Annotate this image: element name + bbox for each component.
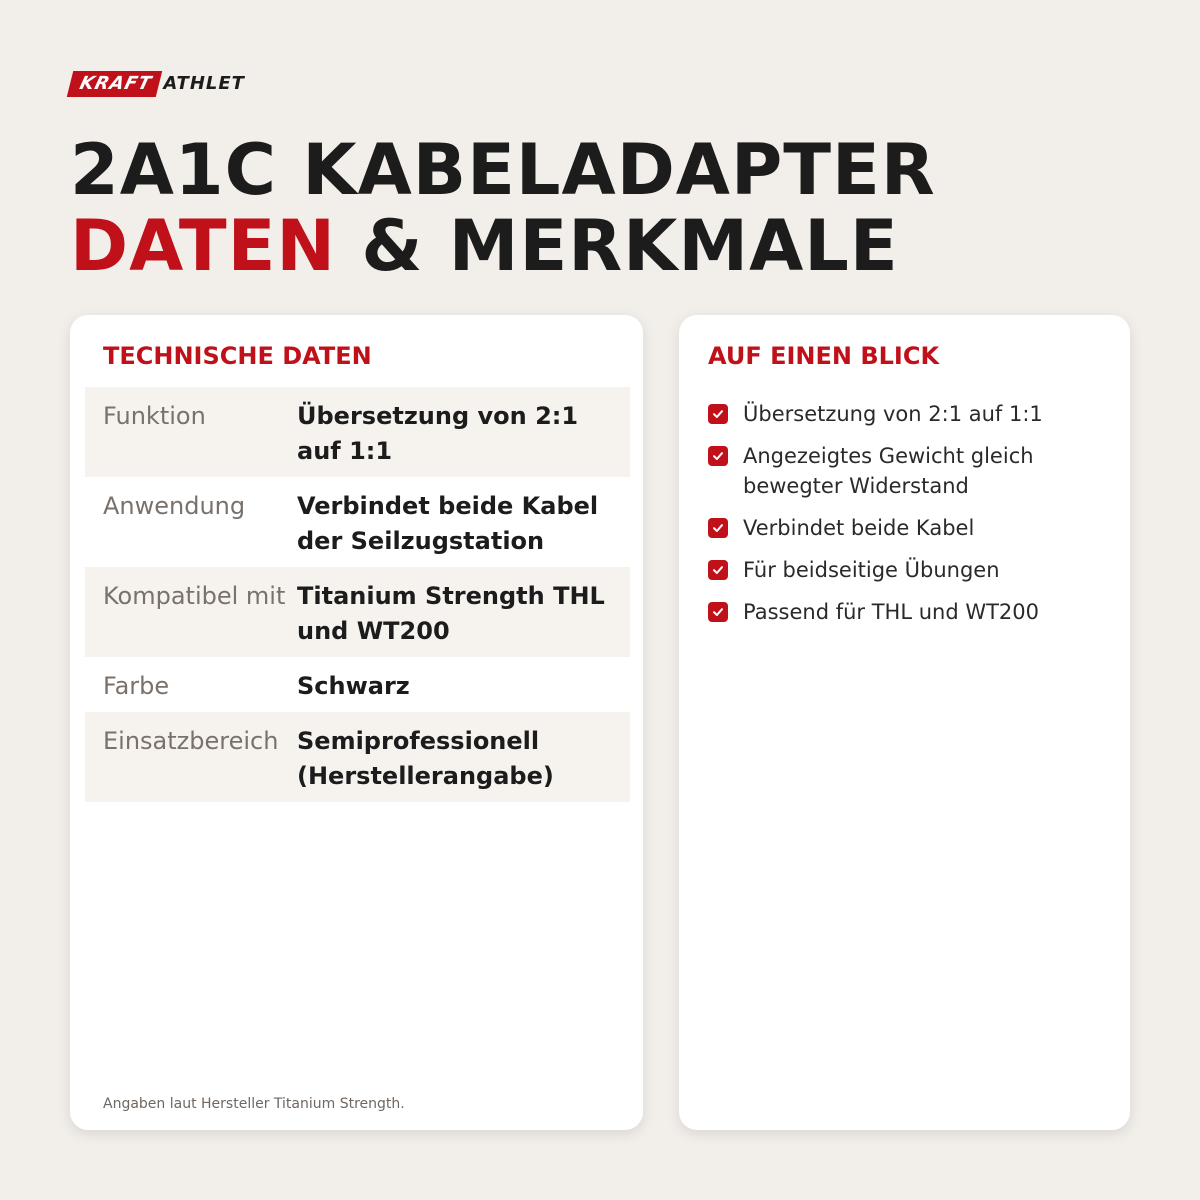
list-item	[708, 597, 1113, 627]
checkbox-checked-icon	[708, 446, 728, 466]
page-title	[70, 129, 936, 287]
list-item	[708, 399, 1113, 429]
list-item	[708, 555, 1113, 585]
spec-label: Funktion	[103, 402, 206, 430]
list-item	[708, 441, 1113, 501]
spec-table	[85, 387, 630, 802]
spec-label: Farbe	[103, 672, 170, 700]
list-item-text: Für beidseitige Übungen	[743, 558, 1000, 582]
spec-row-anwendung	[85, 477, 630, 567]
title-rest: & MERKMALE	[336, 205, 899, 287]
technical-data-card	[70, 315, 643, 1130]
title-line-1: 2A1C KABELADAPTER	[70, 129, 936, 211]
list-item-text: Verbindet beide Kabel	[743, 516, 975, 540]
checkbox-checked-icon	[708, 560, 728, 580]
technical-data-title: TECHNISCHE DATEN	[103, 342, 372, 370]
checkbox-checked-icon	[708, 602, 728, 622]
spec-row-farbe	[85, 657, 630, 712]
list-item-text: Passend für THL und WT200	[743, 600, 1040, 624]
spec-value: Schwarz	[297, 672, 410, 700]
spec-value: Semiprofessionell (Herstellerangabe)	[297, 727, 554, 790]
logo-kraft: KRAFT	[67, 71, 163, 97]
spec-label: Einsatzbereich	[103, 727, 279, 755]
checkbox-checked-icon	[708, 404, 728, 424]
spec-value: Titanium Strength THL und WT200	[297, 582, 605, 645]
logo-athlet: ATHLET	[163, 73, 245, 94]
list-item-text: Übersetzung von 2:1 auf 1:1	[743, 402, 1043, 426]
spec-label: Anwendung	[103, 492, 246, 520]
spec-row-kompatibel	[85, 567, 630, 657]
overview-title: AUF EINEN BLICK	[708, 342, 940, 370]
checkbox-checked-icon	[708, 518, 728, 538]
feature-list	[708, 399, 1113, 639]
footnote: Angaben laut Hersteller Titanium Strength.	[103, 1096, 405, 1112]
spec-row-funktion	[85, 387, 630, 477]
list-item	[708, 513, 1113, 543]
overview-card	[679, 315, 1130, 1130]
spec-row-einsatzbereich	[85, 712, 630, 802]
spec-value: Verbindet beide Kabel der Seilzugstation	[297, 492, 599, 555]
title-line-2	[70, 205, 936, 287]
brand-logo	[70, 71, 245, 97]
title-accent: DATEN	[70, 205, 336, 287]
spec-label: Kompatibel mit	[103, 582, 286, 610]
list-item-text: Angezeigtes Gewicht gleich bewegter Widerstand	[743, 444, 1034, 498]
spec-value: Übersetzung von 2:1 auf 1:1	[297, 402, 579, 465]
